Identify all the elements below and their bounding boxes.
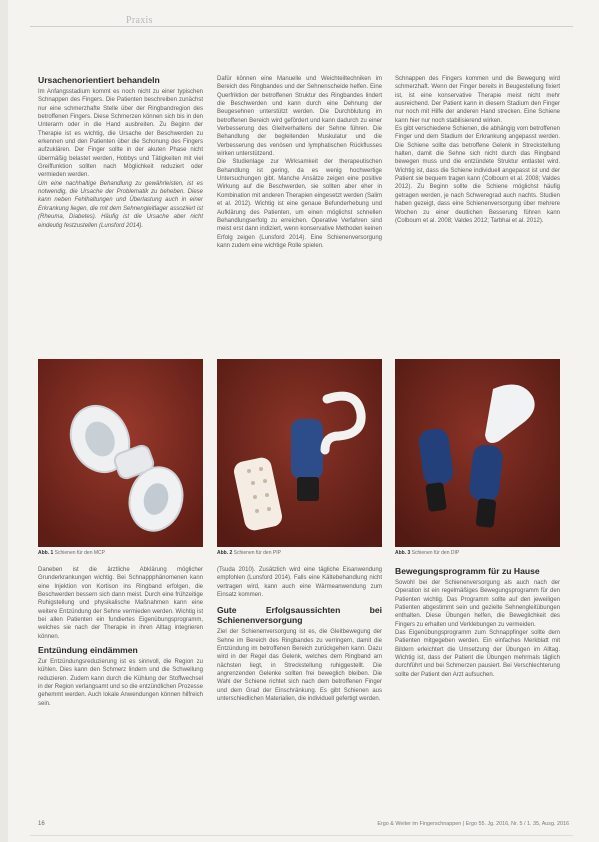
column-3-bottom bbox=[395, 566, 560, 679]
caption-text: Schienen für den PIP bbox=[233, 550, 281, 556]
column-3-top bbox=[395, 75, 560, 225]
figure-caption bbox=[38, 550, 105, 556]
paragraph: (Tsuda 2010). Zusätzlich wird eine tägliche Eisanwendung empfohlen (Lunsford 2014). Falls eine Kältebehandlung nicht vertragen wird, kann auch eine Wärmeanwendung zum Einsatz kommen. bbox=[217, 567, 382, 599]
paragraph: Es gibt verschiedene Schienen, die abhängig vom betroffenen Finger und dem Stadium der Erkrankung angepasst werden. Die Schiene sollte das betroffene Gelenk in Streckstellung halten, damit die Sehne sich nicht durch das Ringband bewegen muss und die entzündete Struktur entlastet wird. Wichtig ist, dass die Schiene individuell angepasst ist und der Patient sie bequem tragen kann (Colbourn et al. 2008; Valdes 2012). Zu Beginn sollte die Schiene möglichst häufig getragen werden, je nach Schweregrad auch nachts. Studien haben gezeigt, dass eine Schienenversorgung über mehrere Wochen zu einer deutlichen Besserung führen kann (Colbourn et al. 2008; Valdes 2012; Tarbhai et al. 2012). bbox=[395, 126, 561, 224]
column-2-bottom bbox=[217, 566, 382, 703]
page-number: 16 bbox=[38, 821, 45, 827]
caption-text: Schienen für den DIP bbox=[411, 550, 460, 556]
caption-label: Abb. 3 bbox=[395, 550, 411, 556]
paragraph: Daneben ist die ärztliche Abklärung möglicher Grunderkrankungen wichtig. Bei Schnappphänomenen kann eine Injektion von Kortison ins Ringband erfolgen, die Beschwerden bessern sich dann meist. Durch eine frühzeitige Ruhigstellung und physikalische Maßnahmen kann eine weitere Entzündung der Sehne vermieden werden. Wichtig ist bei allen Patienten ein fundiertes Eigenübungsprogramm, welches sie nach der Therapie in ihren Alltag integrieren können. bbox=[38, 567, 203, 640]
paragraph: Das Eigenübungsprogramm zum Schnappfinger sollte dem Patienten mitgegeben werden. Ein einfaches Merkblatt mit Bildern erleichtert die Umsetzung der Übungen im Alltag. Wichtig ist, dass der Patient die Übungen mehrmals täglich durchführt und bei Schmerzen pausiert. Bei Verschlechterung sollte der Patient den Arzt aufsuchen. bbox=[395, 630, 560, 678]
page-edge bbox=[0, 0, 8, 842]
figure-caption bbox=[217, 550, 281, 556]
heading-ursachenorientiert: Ursachenorientiert behandeln bbox=[38, 75, 160, 85]
footer-citation: Ergo & Weiter im Fingerschnappen | Ergo 55. Jg. 2016, Nr. 5 / 1. 35, Ausg. 2016 bbox=[377, 821, 569, 827]
splint-illustration bbox=[38, 359, 203, 547]
heading-erfolgsaussichten: Gute Erfolgsaussichten bei Schienenversorgung bbox=[217, 605, 382, 626]
caption-text: Schienen für den MCP bbox=[54, 550, 105, 556]
splint-photo-dip bbox=[395, 359, 560, 547]
section-label: Praxis bbox=[126, 15, 153, 26]
paragraph: Die Studienlage zur Wirksamkeit der therapeutischen Behandlung ist gering, da es wenig hochwertige Untersuchungen gibt. Manche Ansätze zeigen eine positive Wirkung auf die Beschwerden, sie sollten aber eher in Kombination mit anderen Therapien eingesetzt werden (Salim et al. 2012). Wichtig ist eine genaue Befunderhebung und Aufklärung des Patienten, um einen möglichst schnellen Behandlungserfolg zu erreichen. Operative Verfahren sind meist erst dann indiziert, wenn konservative Methoden keinen Erfolg zeigen (Lunsford 2014). Eine Schienenversorgung kann zudem eine wichtige Rolle spielen. bbox=[217, 159, 382, 249]
paragraph: Zur Entzündungsreduzierung ist es sinnvoll, die Region zu kühlen. Dies kann den Schmerz lindern und die Schwellung reduzieren. Zudem kann durch die Kühlung der Stoffwechsel in der Region verlangsamt und so die entzündlichen Prozesse gehemmt werden. Auch lokale Anwendungen können hilfreich sein. bbox=[38, 659, 203, 707]
column-2-top bbox=[217, 75, 382, 250]
paragraph: Ziel der Schienenversorgung ist es, die Gleitbewegung der Sehne im Bereich des Ringbandes zu verringern, damit die Entzündung im betroffenen Bereich zurückgehen kann. Dazu wird in der Regel das Gelenk, welches dem Ringband am nächsten liegt, in Streckstellung ruhiggestellt. Die angrenzenden Gelenke sollten frei beweglich bleiben. Die Wahl der Schiene richtet sich nach dem betroffenen Finger und dem Grad der Einschränkung. Es gibt Schienen aus unterschiedlichen Materialien, die individuell gefertigt werden. bbox=[217, 629, 382, 703]
paragraph: Im Anfangsstadium kommt es noch nicht zu einer typischen Schnappen des Fingers. Die Patienten beschreiben zunächst nur eine schmerzhafte Stelle über der Ringbandregion des betroffenen Fingers. Diese Schmerzen können sich bis in den Unterarm oder in die Hand ausbreiten. Zu Beginn der Therapie ist es wichtig, die Ursache der Beschwerden zu erkennen und den Patienten über die Schonung des Fingers aufzuklären. Der Finger sollte in der akuten Phase nicht übermäßig belastet werden, Hobbys und Tätigkeiten mit viel Greiffunktion sollten nach Möglichkeit reduziert oder vermieden werden. bbox=[38, 89, 203, 179]
paragraph: Um eine nachhaltige Behandlung zu gewährleisten, ist es notwendig, die Ursache der Problematik zu beheben. Diese kann neben Fehlhaltungen und Überlastung auch in einer Erkrankung liegen, die mit dem Sehnengleitlager assoziiert ist (Rheuma, Diabetes). Häufig ist die Ursache aber nicht eindeutig festzustellen (Lunsford 2014). bbox=[38, 180, 203, 229]
paragraph: Dafür können eine Manuelle und Weichteiltechniken im Bereich des Ringbandes und der Sehnenscheide helfen. Eine Querfriktion der betroffenen Struktur des Ringbandes lindert die Beschwerden und kann durch eine Dehnung der Beugesehnen unterstützt werden. Die Durchblutung im betroffenen Bereich wird gefördert und kann dadurch zu einer Verbesserung des Gleitverhaltens der Sehne führen. Die Behandlung der begleitenden Muskulatur und die Verbesserung des venösen und lymphatischen Rückflusses wirken unterstützend. bbox=[217, 76, 382, 158]
caption-label: Abb. 1 bbox=[38, 550, 54, 556]
paragraph: Schnappen des Fingers kommen und die Bewegung wird schmerzhaft. Wenn der Finger bereits in Beugestellung fixiert ist, ist eine konservative Therapie meist nicht mehr ausreichend. Der Patient kann in diesem Stadium den Finger nur noch mit Hilfe der anderen Hand strecken. Eine Schiene kann hier nur noch stabilisierend wirken. bbox=[395, 76, 560, 124]
heading-entzuendung: Entzündung eindämmen bbox=[38, 645, 138, 656]
figure-caption bbox=[395, 550, 459, 556]
caption-label: Abb. 2 bbox=[217, 550, 233, 556]
column-1-top bbox=[38, 75, 203, 230]
header-rule bbox=[30, 26, 573, 27]
splint-photo-pip bbox=[217, 359, 382, 547]
footer-rule bbox=[30, 835, 573, 836]
paragraph: Sowohl bei der Schienenversorgung als auch nach der Operation ist ein regelmäßiges Bewegungsprogramm für den Patienten wichtig. Das Programm sollte auf den jeweiligen Patienten abgestimmt sein und gezielte Sehnengleitübungen enthalten. Diese Übungen helfen, die Beweglichkeit des Fingers zu erhalten und Verklebungen zu vermeiden. bbox=[395, 580, 560, 628]
splint-photo-mcp bbox=[38, 359, 203, 547]
column-1-bottom bbox=[38, 566, 203, 708]
splint-illustration bbox=[217, 359, 382, 547]
splint-illustration bbox=[395, 359, 560, 547]
heading-bewegungsprogramm: Bewegungsprogramm für zu Hause bbox=[395, 566, 540, 576]
